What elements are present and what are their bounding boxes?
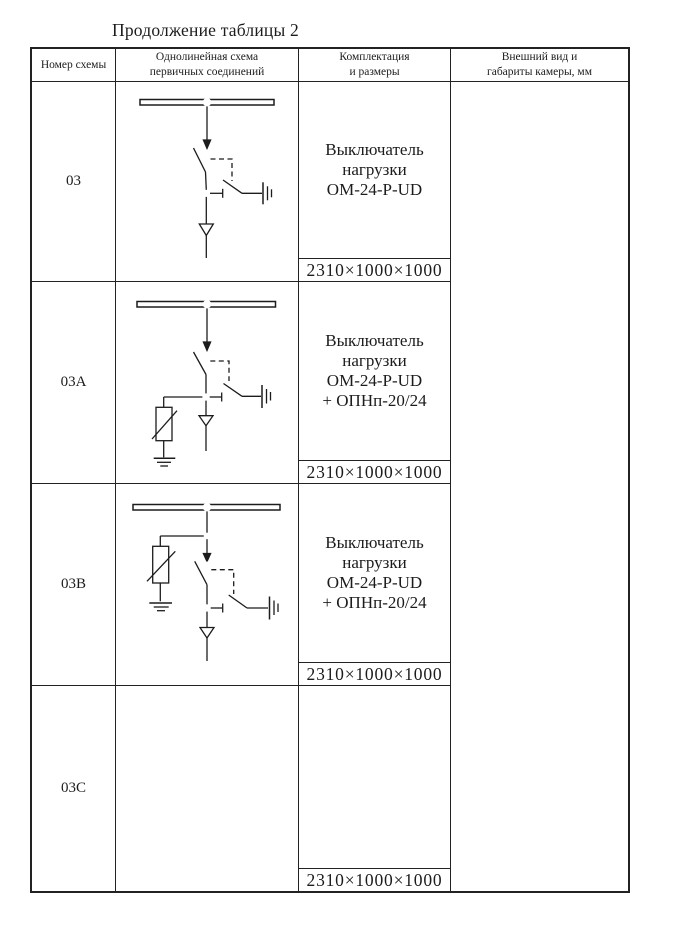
cable-outgoing (199, 401, 213, 451)
circuit-diagram-03C-empty (116, 686, 299, 891)
dimensions-03C: 2310×1000×1000 (299, 868, 450, 891)
feeder-line (203, 106, 210, 148)
surge-arrester (152, 397, 202, 466)
table-continuation-title: Продолжение таблицы 2 (112, 20, 299, 40)
mechanical-link-dashed (211, 570, 233, 594)
cable-outgoing (199, 197, 213, 258)
cable-outgoing (200, 612, 214, 661)
circuit-diagram-03A (116, 282, 299, 484)
equipment-text-03: Выключатель нагрузки ОМ-24-P-UD (325, 140, 424, 199)
earth-symbol (149, 603, 172, 611)
schemes-table (30, 47, 630, 893)
earthing-switch (224, 384, 271, 409)
cable-arrow (200, 628, 214, 639)
header-scheme-number-text: Номер схемы (40, 58, 107, 71)
equipment-cell-03 (299, 82, 451, 282)
mechanical-link-dashed (211, 159, 233, 181)
flow-arrow (203, 554, 210, 562)
load-break-switch (195, 561, 223, 612)
equipment-cell-03A (299, 282, 451, 484)
flow-arrow (203, 140, 210, 149)
header-scheme-number (32, 49, 116, 82)
feeder-line (203, 308, 210, 350)
ground-symbol (270, 597, 279, 620)
equipment-text-03A: Выключатель нагрузки ОМ-24-P-UD + ОПНп-20/24 (322, 331, 427, 410)
single-line-diagram-03 (116, 82, 299, 282)
earthing-switch (223, 180, 272, 204)
earth-symbol (154, 458, 176, 466)
scheme-number-03B: 03В (32, 484, 116, 686)
single-line-diagram-03B (116, 484, 299, 686)
dimensions-03A: 2310×1000×1000 (299, 460, 450, 483)
busbar (137, 300, 276, 308)
ground-symbol (262, 385, 271, 408)
dimensions-03B: 2310×1000×1000 (299, 662, 450, 685)
busbar (133, 503, 280, 511)
header-equipment-dimensions: Комплектация и размеры (299, 49, 451, 82)
busbar (140, 98, 274, 106)
circuit-diagram-03B (116, 484, 299, 686)
header-appearance: Внешний вид и габариты камеры, мм (451, 49, 628, 82)
load-break-switch (194, 352, 222, 402)
surge-arrester (147, 536, 204, 611)
flow-arrow (203, 342, 210, 351)
cable-arrow (199, 224, 213, 236)
load-break-switch (194, 148, 223, 198)
header-single-line-diagram: Однолинейная схема первичных соединений (116, 49, 299, 82)
cable-arrow (199, 416, 213, 426)
ground-symbol (263, 182, 272, 204)
scheme-number-03C: 03С (32, 686, 116, 891)
single-line-diagram-03A (116, 282, 299, 484)
scheme-number-03: 03 (32, 82, 116, 282)
earthing-switch (229, 595, 278, 620)
branch-node (204, 533, 210, 539)
equipment-cell-03C (299, 686, 451, 891)
feeder-line-lower (203, 539, 210, 561)
appearance-cell (451, 82, 628, 891)
equipment-cell-03B (299, 484, 451, 686)
mechanical-link-dashed (210, 361, 229, 381)
equipment-text-03C (299, 686, 450, 868)
scheme-number-03A: 03А (32, 282, 116, 484)
equipment-text-03B: Выключатель нагрузки ОМ-24-P-UD + ОПНп-20/24 (322, 533, 427, 612)
circuit-diagram-03 (116, 82, 299, 282)
dimensions-03: 2310×1000×1000 (299, 258, 450, 281)
